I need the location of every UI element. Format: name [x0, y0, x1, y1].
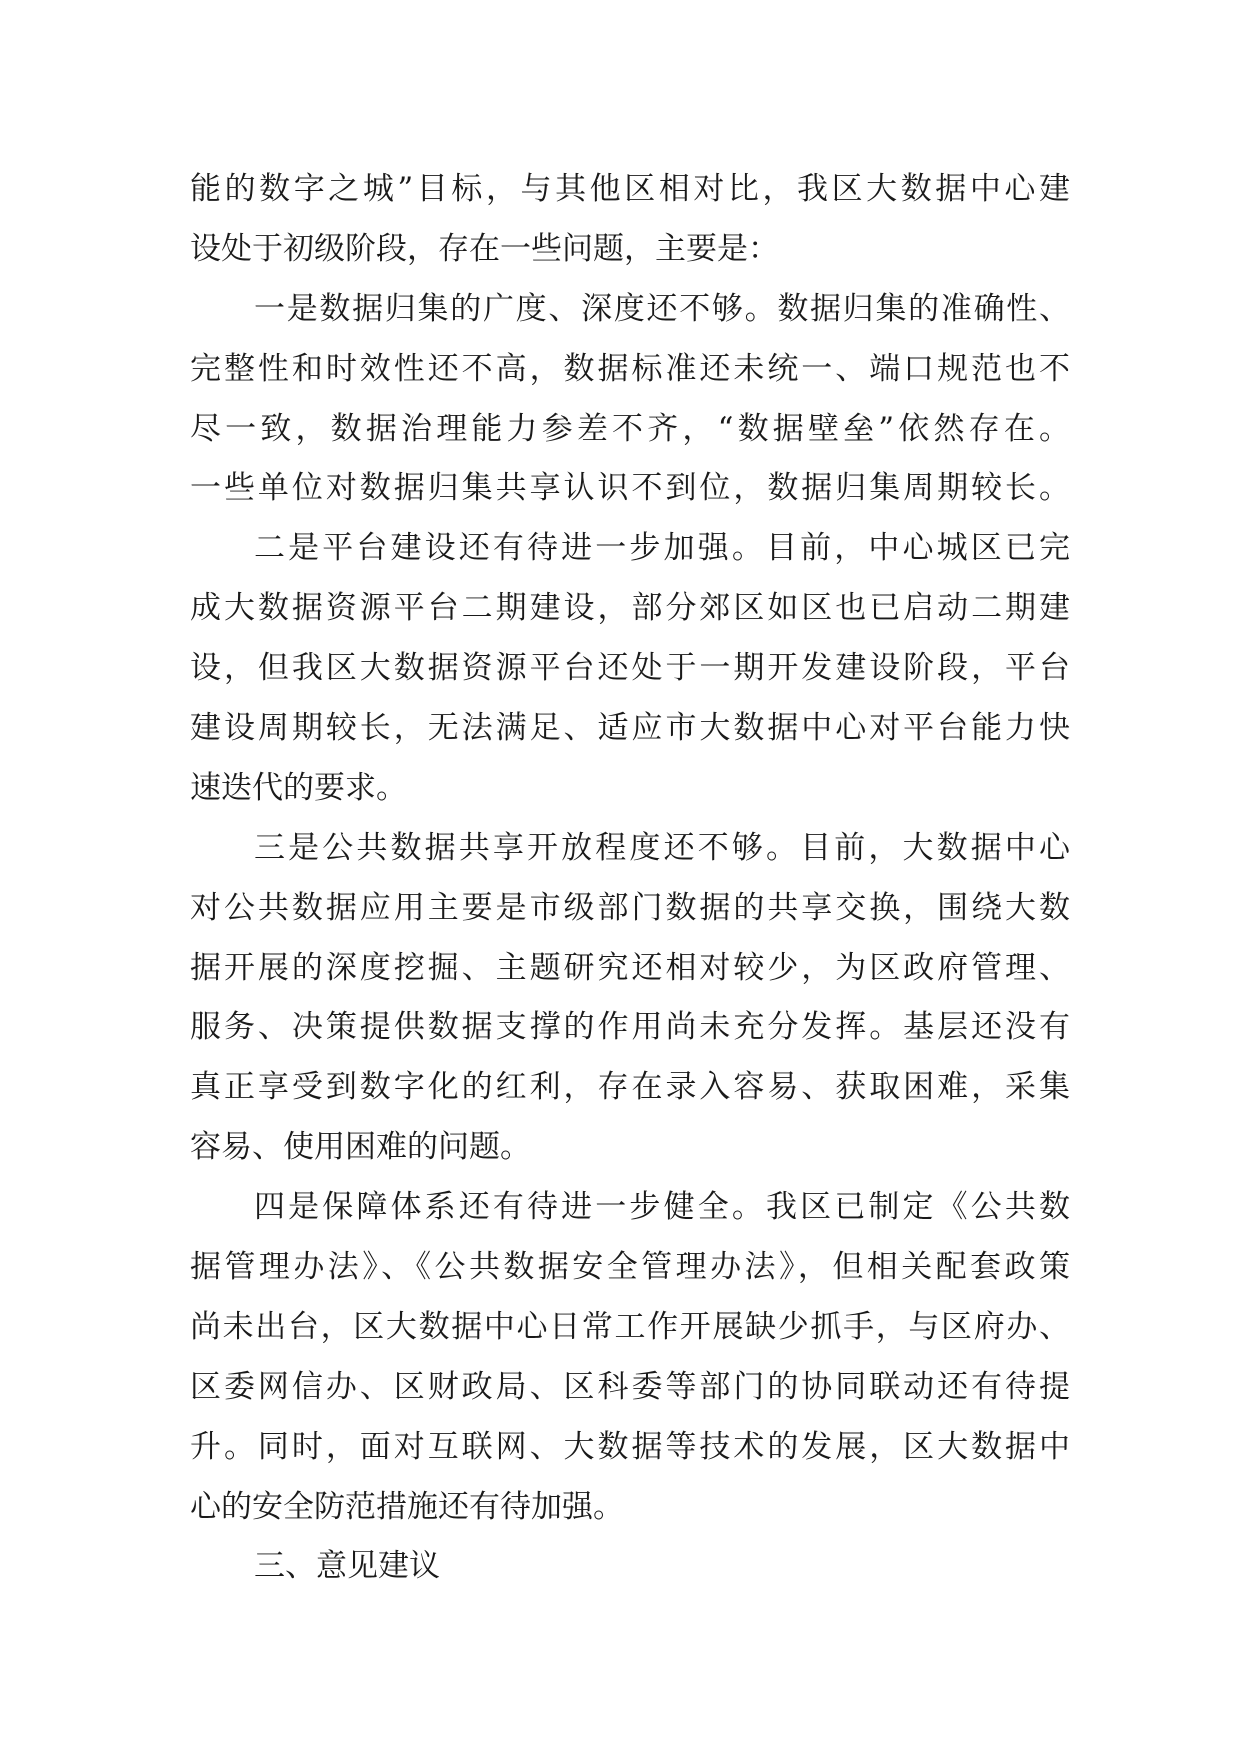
text-line: 尽一致，数据治理能力参差不齐，“数据壁垒”依然存在。: [190, 410, 1070, 447]
text-line: 建设周期较长，无法满足、适应市大数据中心对平台能力快: [190, 710, 1070, 747]
text-line: 区委网信办、区财政局、区科委等部门的协同联动还有待提: [190, 1368, 1070, 1405]
text-line: 对公共数据应用主要是市级部门数据的共享交换，围绕大数: [190, 889, 1070, 926]
text-line: 设，但我区大数据资源平台还处于一期开发建设阶段，平台: [190, 650, 1070, 687]
text-line: 尚未出台，区大数据中心日常工作开展缺少抓手，与区府办、: [190, 1308, 1070, 1345]
text-line: 一些单位对数据归集共享认识不到位，数据归集周期较长。: [190, 470, 1070, 507]
text-line: 能的数字之城”目标，与其他区相对比，我区大数据中心建: [190, 171, 1070, 207]
text-line: 容易、使用困难的问题。: [190, 1129, 531, 1166]
text-line: 三、意见建议: [254, 1548, 440, 1585]
document-body: [190, 160, 1070, 1597]
text-line: 升。同时，面对互联网、大数据等技术的发展，区大数据中: [190, 1428, 1070, 1465]
text-line: 四是保障体系还有待进一步健全。我区已制定《公共数: [254, 1189, 1070, 1226]
text-line: 设处于初级阶段，存在一些问题，主要是：: [190, 230, 779, 267]
text-line: 完整性和时效性还不高，数据标准还未统一、端口规范也不: [190, 350, 1070, 387]
text-line: 据管理办法》、《公共数据安全管理办法》，但相关配套政策: [190, 1249, 1070, 1286]
text-line: 据开展的深度挖掘、主题研究还相对较少，为区政府管理、: [190, 949, 1070, 986]
text-line: 真正享受到数字化的红利，存在录入容易、获取困难，采集: [190, 1069, 1070, 1106]
text-line: 二是平台建设还有待进一步加强。目前，中心城区已完: [254, 530, 1070, 567]
text-line: 一是数据归集的广度、深度还不够。数据归集的准确性、: [254, 290, 1070, 327]
text-line: 服务、决策提供数据支撑的作用尚未充分发挥。基层还没有: [190, 1009, 1070, 1046]
text-line: 速迭代的要求。: [190, 769, 407, 806]
text-line: 心的安全防范措施还有待加强。: [190, 1488, 624, 1525]
text-line: 三是公共数据共享开放程度还不够。目前，大数据中心: [254, 829, 1070, 866]
text-line: 成大数据资源平台二期建设，部分郊区如区也已启动二期建: [190, 590, 1070, 627]
